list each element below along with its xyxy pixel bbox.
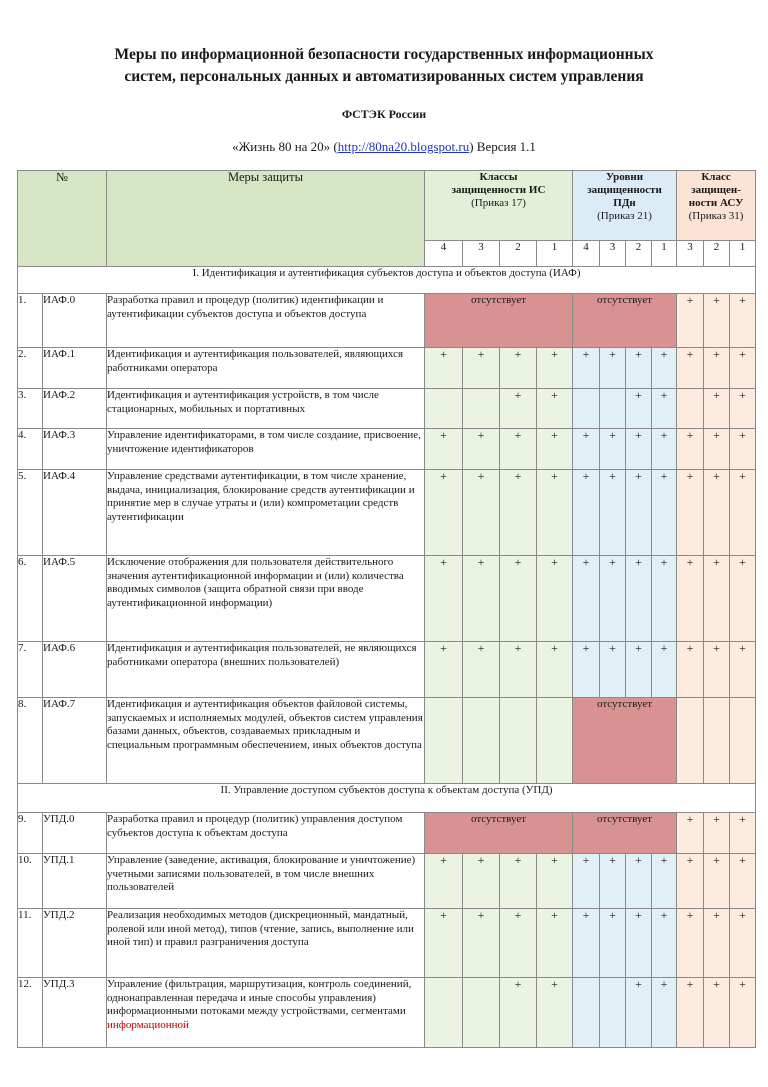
is-mark-cell: [425, 978, 463, 1048]
asu-mark-cell: +: [730, 429, 756, 470]
is-mark-cell: +: [425, 429, 463, 470]
is-mark-cell: +: [425, 854, 463, 909]
is-mark-cell: +: [537, 854, 573, 909]
level-is-4: 4: [425, 241, 463, 267]
measure-code: УПД.2: [43, 909, 107, 978]
measure-code: УПД.1: [43, 854, 107, 909]
measure-description: [107, 294, 425, 348]
measure-description: [107, 470, 425, 556]
pd-absent-cell: отсутствует: [573, 698, 677, 784]
measure-text: Управление средствами аутентификации, в том числе хранение, выдача, инициализация, блокирование средств аутентификации и принятие мер в случае утраты и (или) компрометации средств аутентификации: [107, 470, 415, 523]
is-mark-cell: +: [500, 389, 537, 429]
pd-mark-cell: +: [600, 909, 626, 978]
is-mark-cell: +: [537, 642, 573, 698]
asu-mark-cell: +: [677, 470, 704, 556]
pd-mark-cell: +: [652, 978, 677, 1048]
table-row: [18, 294, 756, 348]
table-row: [18, 642, 756, 698]
is-mark-cell: [463, 978, 500, 1048]
is-absent-cell: отсутствует: [425, 813, 573, 854]
measure-description: [107, 978, 425, 1048]
measure-code: УПД.3: [43, 978, 107, 1048]
measure-code: УПД.0: [43, 813, 107, 854]
pd-mark-cell: +: [652, 854, 677, 909]
row-number: 9.: [18, 813, 43, 854]
measure-code: ИАФ.3: [43, 429, 107, 470]
org-name: ФСТЭК России: [341, 107, 427, 121]
pd-mark-cell: +: [652, 348, 677, 389]
pd-mark-cell: +: [626, 642, 652, 698]
measure-text: Идентификация и аутентификация пользователей, являющихся работниками оператора: [107, 348, 404, 374]
is-mark-cell: +: [537, 389, 573, 429]
measure-text: Управление (заведение, активация, блокирование и уничтожение) учетными записями пользователей, в том числе внешних пользователей: [107, 854, 416, 893]
asu-mark-cell: [730, 698, 756, 784]
document-title: [0, 44, 768, 88]
is-mark-cell: +: [463, 470, 500, 556]
pd-mark-cell: +: [600, 854, 626, 909]
is-mark-cell: +: [537, 556, 573, 642]
asu-mark-cell: +: [730, 642, 756, 698]
row-number: 8.: [18, 698, 43, 784]
is-mark-cell: +: [500, 470, 537, 556]
level-asu-2: 2: [704, 241, 730, 267]
section-title: I. Идентификация и аутентификация субъектов доступа и объектов доступа (ИАФ): [18, 267, 756, 294]
pd-mark-cell: +: [573, 348, 600, 389]
table-row: [18, 556, 756, 642]
measure-description: [107, 698, 425, 784]
asu-mark-cell: +: [730, 978, 756, 1048]
row-number: 4.: [18, 429, 43, 470]
header-pd-levels: Уровни защищенности ПДн (Приказ 21): [573, 171, 677, 241]
row-number: 5.: [18, 470, 43, 556]
is-mark-cell: [463, 698, 500, 784]
section-row: [18, 784, 756, 813]
pd-mark-cell: +: [573, 854, 600, 909]
level-pd-1: 1: [652, 241, 677, 267]
measure-text: Разработка правил и процедур (политик) идентификации и аутентификации субъектов доступа и объектов доступа: [107, 294, 384, 320]
asu-mark-cell: +: [730, 854, 756, 909]
header-is-classes: Классы защищенности ИС (Приказ 17): [425, 171, 573, 241]
title-line-2: систем, персональных данных и автоматизированных систем управления: [124, 68, 644, 85]
asu-mark-cell: +: [730, 556, 756, 642]
is-mark-cell: +: [425, 348, 463, 389]
is-mark-cell: +: [463, 429, 500, 470]
asu-mark-cell: +: [730, 909, 756, 978]
row-number: 10.: [18, 854, 43, 909]
pd-mark-cell: +: [626, 470, 652, 556]
pd-mark-cell: +: [626, 556, 652, 642]
source-suffix: ) Версия 1.1: [469, 139, 536, 154]
is-mark-cell: +: [425, 470, 463, 556]
level-pd-3: 3: [600, 241, 626, 267]
source-line: [0, 139, 768, 155]
is-mark-cell: +: [500, 348, 537, 389]
pd-mark-cell: [573, 978, 600, 1048]
level-is-3: 3: [463, 241, 500, 267]
asu-mark-cell: +: [677, 642, 704, 698]
asu-mark-cell: +: [704, 909, 730, 978]
is-mark-cell: +: [500, 429, 537, 470]
asu-mark-cell: +: [704, 978, 730, 1048]
row-number: 11.: [18, 909, 43, 978]
pd-mark-cell: +: [626, 389, 652, 429]
pd-mark-cell: +: [652, 470, 677, 556]
pd-mark-cell: +: [626, 978, 652, 1048]
is-absent-cell: отсутствует: [425, 294, 573, 348]
header-asu-class: Класс защищен- ности АСУ (Приказ 31): [677, 171, 756, 241]
asu-mark-cell: +: [677, 294, 704, 348]
pd-mark-cell: +: [600, 470, 626, 556]
asu-mark-cell: +: [730, 813, 756, 854]
header-measures: Меры защиты: [107, 171, 425, 267]
pd-mark-cell: +: [573, 909, 600, 978]
pd-mark-cell: +: [652, 909, 677, 978]
is-mark-cell: +: [537, 429, 573, 470]
measure-text: Реализация необходимых методов (дискреционный, мандатный, ролевой или иной метод), типов (чтение, запись, выполнение или иной тип) и правил разграничения доступа: [107, 909, 414, 948]
is-mark-cell: +: [500, 556, 537, 642]
is-mark-cell: +: [500, 642, 537, 698]
asu-mark-cell: [704, 698, 730, 784]
measure-code: ИАФ.7: [43, 698, 107, 784]
asu-mark-cell: +: [677, 556, 704, 642]
measure-description: [107, 642, 425, 698]
is-mark-cell: +: [425, 642, 463, 698]
title-line-1: Меры по информационной безопасности государственных информационных: [114, 46, 654, 63]
measure-text: Управление идентификаторами, в том числе создание, присвоение, уничтожение идентификаторов: [107, 429, 421, 455]
section-title: II. Управление доступом субъектов доступа к объектам доступа (УПД): [18, 784, 756, 813]
asu-mark-cell: +: [677, 978, 704, 1048]
asu-mark-cell: +: [677, 348, 704, 389]
table-row: [18, 389, 756, 429]
asu-mark-cell: +: [677, 909, 704, 978]
pd-mark-cell: +: [600, 429, 626, 470]
pd-mark-cell: +: [573, 556, 600, 642]
measure-text-highlight: информационной: [107, 1018, 189, 1031]
asu-mark-cell: +: [704, 389, 730, 429]
is-mark-cell: [500, 698, 537, 784]
is-mark-cell: +: [463, 854, 500, 909]
pd-mark-cell: +: [600, 348, 626, 389]
pd-mark-cell: +: [626, 909, 652, 978]
measure-text: Идентификация и аутентификация устройств, в том числе стационарных, мобильных и портативных: [107, 389, 379, 415]
measure-text: Разработка правил и процедур (политик) управления доступом субъектов доступа к объектам доступа: [107, 813, 403, 839]
measure-description: [107, 348, 425, 389]
is-mark-cell: +: [537, 978, 573, 1048]
pd-mark-cell: +: [600, 556, 626, 642]
asu-mark-cell: +: [730, 348, 756, 389]
table-row: [18, 698, 756, 784]
asu-mark-cell: [677, 389, 704, 429]
source-link[interactable]: http://80na20.blogspot.ru: [337, 139, 470, 154]
measure-description: [107, 389, 425, 429]
level-pd-2: 2: [626, 241, 652, 267]
header-number: №: [18, 171, 107, 267]
table-row: [18, 909, 756, 978]
level-is-1: 1: [537, 241, 573, 267]
row-number: 2.: [18, 348, 43, 389]
is-mark-cell: +: [500, 909, 537, 978]
is-mark-cell: [425, 698, 463, 784]
pd-mark-cell: +: [652, 556, 677, 642]
asu-mark-cell: [677, 698, 704, 784]
is-mark-cell: +: [537, 470, 573, 556]
table-row: [18, 429, 756, 470]
measure-code: ИАФ.1: [43, 348, 107, 389]
pd-mark-cell: +: [626, 348, 652, 389]
level-asu-3: 3: [677, 241, 704, 267]
pd-mark-cell: +: [652, 429, 677, 470]
pd-mark-cell: +: [626, 854, 652, 909]
asu-mark-cell: +: [704, 813, 730, 854]
asu-mark-cell: +: [704, 429, 730, 470]
measure-code: ИАФ.0: [43, 294, 107, 348]
pd-mark-cell: [600, 978, 626, 1048]
table-row: [18, 813, 756, 854]
is-mark-cell: +: [463, 348, 500, 389]
measure-code: ИАФ.6: [43, 642, 107, 698]
pd-mark-cell: [573, 389, 600, 429]
measure-text: Идентификация и аутентификация пользователей, не являющихся работниками оператора (внешних пользователей): [107, 642, 417, 668]
source-prefix: «Жизнь 80 на 20» (: [232, 139, 338, 154]
table-row: [18, 854, 756, 909]
is-mark-cell: +: [463, 556, 500, 642]
asu-mark-cell: +: [704, 854, 730, 909]
measures-table: [17, 170, 756, 1048]
is-mark-cell: +: [500, 854, 537, 909]
pd-mark-cell: [600, 389, 626, 429]
section-row: [18, 267, 756, 294]
is-mark-cell: [425, 389, 463, 429]
table-row: [18, 348, 756, 389]
pd-absent-cell: отсутствует: [573, 294, 677, 348]
asu-mark-cell: +: [677, 813, 704, 854]
is-mark-cell: +: [500, 978, 537, 1048]
pd-mark-cell: +: [573, 429, 600, 470]
is-mark-cell: +: [425, 556, 463, 642]
measure-description: [107, 909, 425, 978]
asu-mark-cell: +: [730, 294, 756, 348]
asu-mark-cell: +: [677, 429, 704, 470]
row-number: 3.: [18, 389, 43, 429]
asu-mark-cell: +: [704, 294, 730, 348]
row-number: 6.: [18, 556, 43, 642]
pd-mark-cell: +: [600, 642, 626, 698]
measure-text: Идентификация и аутентификация объектов файловой системы, запускаемых и исполняемых модулей, объектов систем управления базами данных, объектов, создаваемых прикладным и специальным программным обеспечением, иных объектов доступа: [107, 698, 423, 751]
pd-mark-cell: +: [626, 429, 652, 470]
is-mark-cell: +: [463, 642, 500, 698]
row-number: 1.: [18, 294, 43, 348]
measure-code: ИАФ.4: [43, 470, 107, 556]
measure-description: [107, 429, 425, 470]
level-is-2: 2: [500, 241, 537, 267]
pd-mark-cell: +: [573, 470, 600, 556]
table-row: [18, 978, 756, 1048]
level-pd-4: 4: [573, 241, 600, 267]
pd-mark-cell: +: [652, 389, 677, 429]
measure-code: ИАФ.5: [43, 556, 107, 642]
measure-text: Исключение отображения для пользователя действительного значения аутентификационной информации и (или) количества вводимых символов (защита обратной связи при вводе аутентификационной информации): [107, 556, 404, 609]
is-mark-cell: +: [463, 909, 500, 978]
measure-code: ИАФ.2: [43, 389, 107, 429]
pd-absent-cell: отсутствует: [573, 813, 677, 854]
asu-mark-cell: +: [677, 854, 704, 909]
is-mark-cell: +: [537, 348, 573, 389]
table-row: [18, 470, 756, 556]
is-mark-cell: [537, 698, 573, 784]
asu-mark-cell: +: [730, 470, 756, 556]
measure-description: [107, 556, 425, 642]
asu-mark-cell: +: [704, 642, 730, 698]
row-number: 12.: [18, 978, 43, 1048]
pd-mark-cell: +: [573, 642, 600, 698]
table-body: [18, 267, 756, 1048]
is-mark-cell: [463, 389, 500, 429]
measure-description: [107, 854, 425, 909]
measure-text: Управление (фильтрация, маршрутизация, контроль соединений, однонаправленная передача и иные способы управления) информационными потоками между устройствами, сегментами: [107, 978, 412, 1017]
asu-mark-cell: +: [704, 470, 730, 556]
is-mark-cell: +: [537, 909, 573, 978]
level-asu-1: 1: [730, 241, 756, 267]
measure-description: [107, 813, 425, 854]
row-number: 7.: [18, 642, 43, 698]
is-mark-cell: +: [425, 909, 463, 978]
asu-mark-cell: +: [704, 556, 730, 642]
pd-mark-cell: +: [652, 642, 677, 698]
asu-mark-cell: +: [730, 389, 756, 429]
asu-mark-cell: +: [704, 348, 730, 389]
